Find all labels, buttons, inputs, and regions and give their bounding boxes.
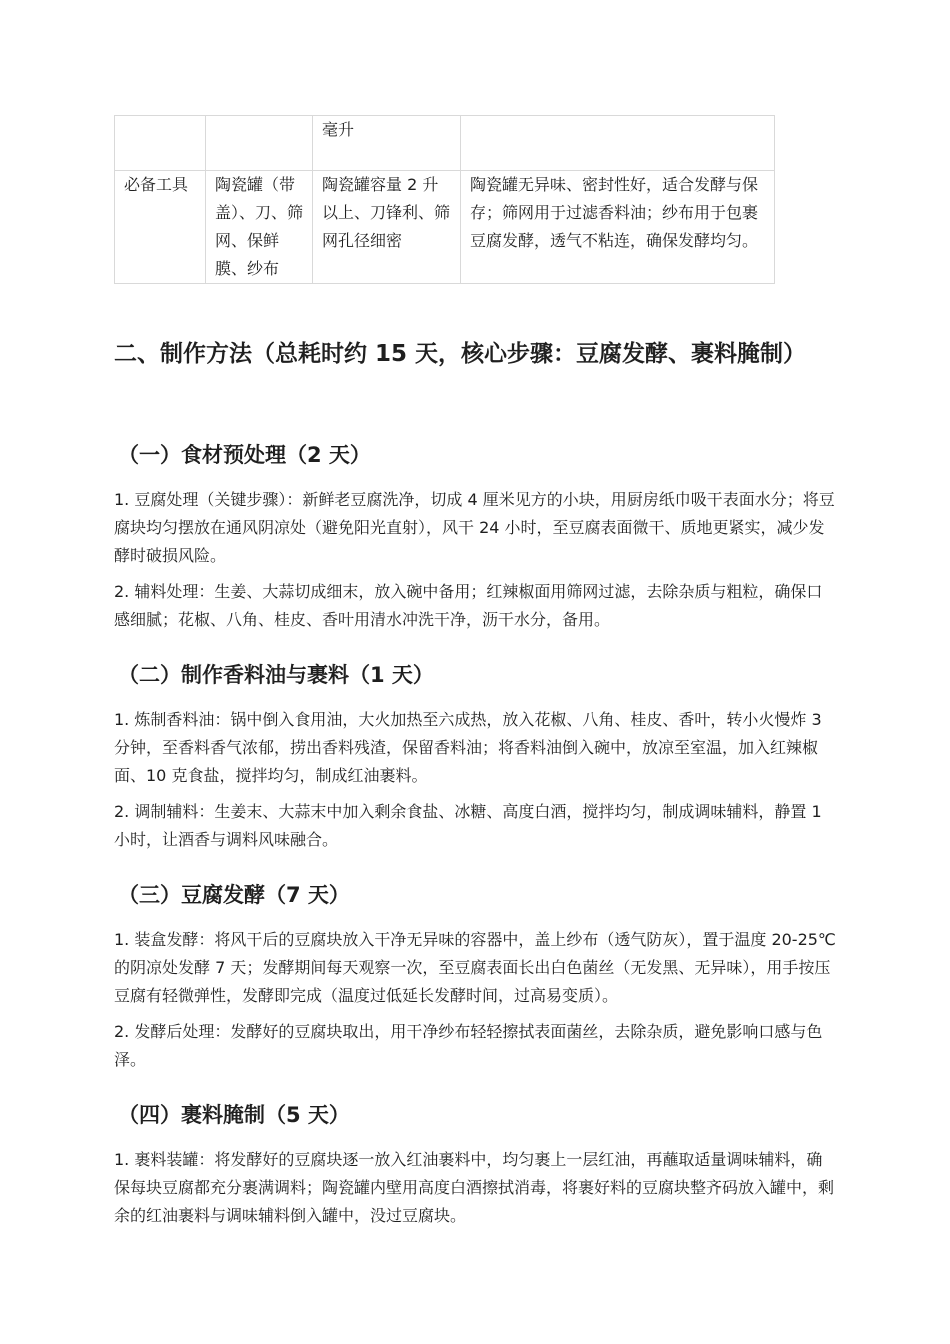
paragraph: 2. 调制辅料：生姜末、大蒜末中加入剩余食盐、冰糖、高度白酒，搅拌均匀，制成调味辅料，静置 1 小时，让酒香与调料风味融合。 [114, 802, 822, 849]
subsection-heading: （一）食材预处理（2 天） [118, 443, 371, 467]
paragraph: 1. 装盒发酵：将风干后的豆腐块放入干净无异味的容器中，盖上纱布（透气防灰），置于温度 20-25℃的阴凉处发酵 7 天；发酵期间每天观察一次，至豆腐表面长出白色菌丝（无发黑、无异味），用手按压豆腐有轻微弹性，发酵即完成（温度过低延长发酵时间，过高易变质）。 [114, 930, 836, 1005]
table-cell: 陶瓷罐（带盖）、刀、筛网、保鲜膜、纱布 [206, 171, 313, 284]
table-cell: 必备工具 [115, 171, 206, 284]
subsection-heading: （二）制作香料油与裹料（1 天） [118, 663, 434, 687]
table-cell: 陶瓷罐容量 2 升以上、刀锋利、筛网孔径细密 [313, 171, 461, 284]
table-cell [115, 116, 206, 171]
paragraph: 1. 裹料装罐：将发酵好的豆腐块逐一放入红油裹料中，均匀裹上一层红油，再蘸取适量调味辅料，确保每块豆腐都充分裹满调料；陶瓷罐内壁用高度白酒擦拭消毒，将裹好料的豆腐块整齐码放入罐中，剩余的红油裹料与调味辅料倒入罐中，没过豆腐块。 [114, 1150, 835, 1225]
subsection-heading: （四）裹料腌制（5 天） [118, 1103, 350, 1127]
table-cell [461, 116, 775, 171]
ingredients-tools-table [114, 115, 775, 284]
table-row [115, 171, 775, 284]
subsection-heading: （三）豆腐发酵（7 天） [118, 883, 350, 907]
paragraph: 2. 发酵后处理：发酵好的豆腐块取出，用干净纱布轻轻擦拭表面菌丝，去除杂质，避免影响口感与色泽。 [114, 1022, 823, 1069]
paragraph: 2. 辅料处理：生姜、大蒜切成细末，放入碗中备用；红辣椒面用筛网过滤，去除杂质与粗粒，确保口感细腻；花椒、八角、桂皮、香叶用清水冲洗干净，沥干水分，备用。 [114, 582, 823, 629]
paragraph: 1. 炼制香料油：锅中倒入食用油，大火加热至六成热，放入花椒、八角、桂皮、香叶，转小火慢炸 3 分钟，至香料香气浓郁，捞出香料残渣，保留香料油；将香料油倒入碗中，放凉至室温，加入红辣椒面、10 克食盐，搅拌均匀，制成红油裹料。 [114, 710, 822, 785]
section-heading: 二、制作方法（总耗时约 15 天，核心步骤：豆腐发酵、裹料腌制） [114, 341, 807, 367]
table-cell: 陶瓷罐无异味、密封性好，适合发酵与保存；筛网用于过滤香料油；纱布用于包裹豆腐发酵，透气不粘连，确保发酵均匀。 [461, 171, 775, 284]
table-row [115, 116, 775, 171]
table-cell [206, 116, 313, 171]
table-cell: 毫升 [313, 116, 461, 171]
paragraph: 1. 豆腐处理（关键步骤）：新鲜老豆腐洗净，切成 4 厘米见方的小块，用厨房纸巾吸干表面水分；将豆腐块均匀摆放在通风阴凉处（避免阳光直射），风干 24 小时，至豆腐表面微干、质地更紧实，减少发酵时破损风险。 [114, 490, 835, 565]
